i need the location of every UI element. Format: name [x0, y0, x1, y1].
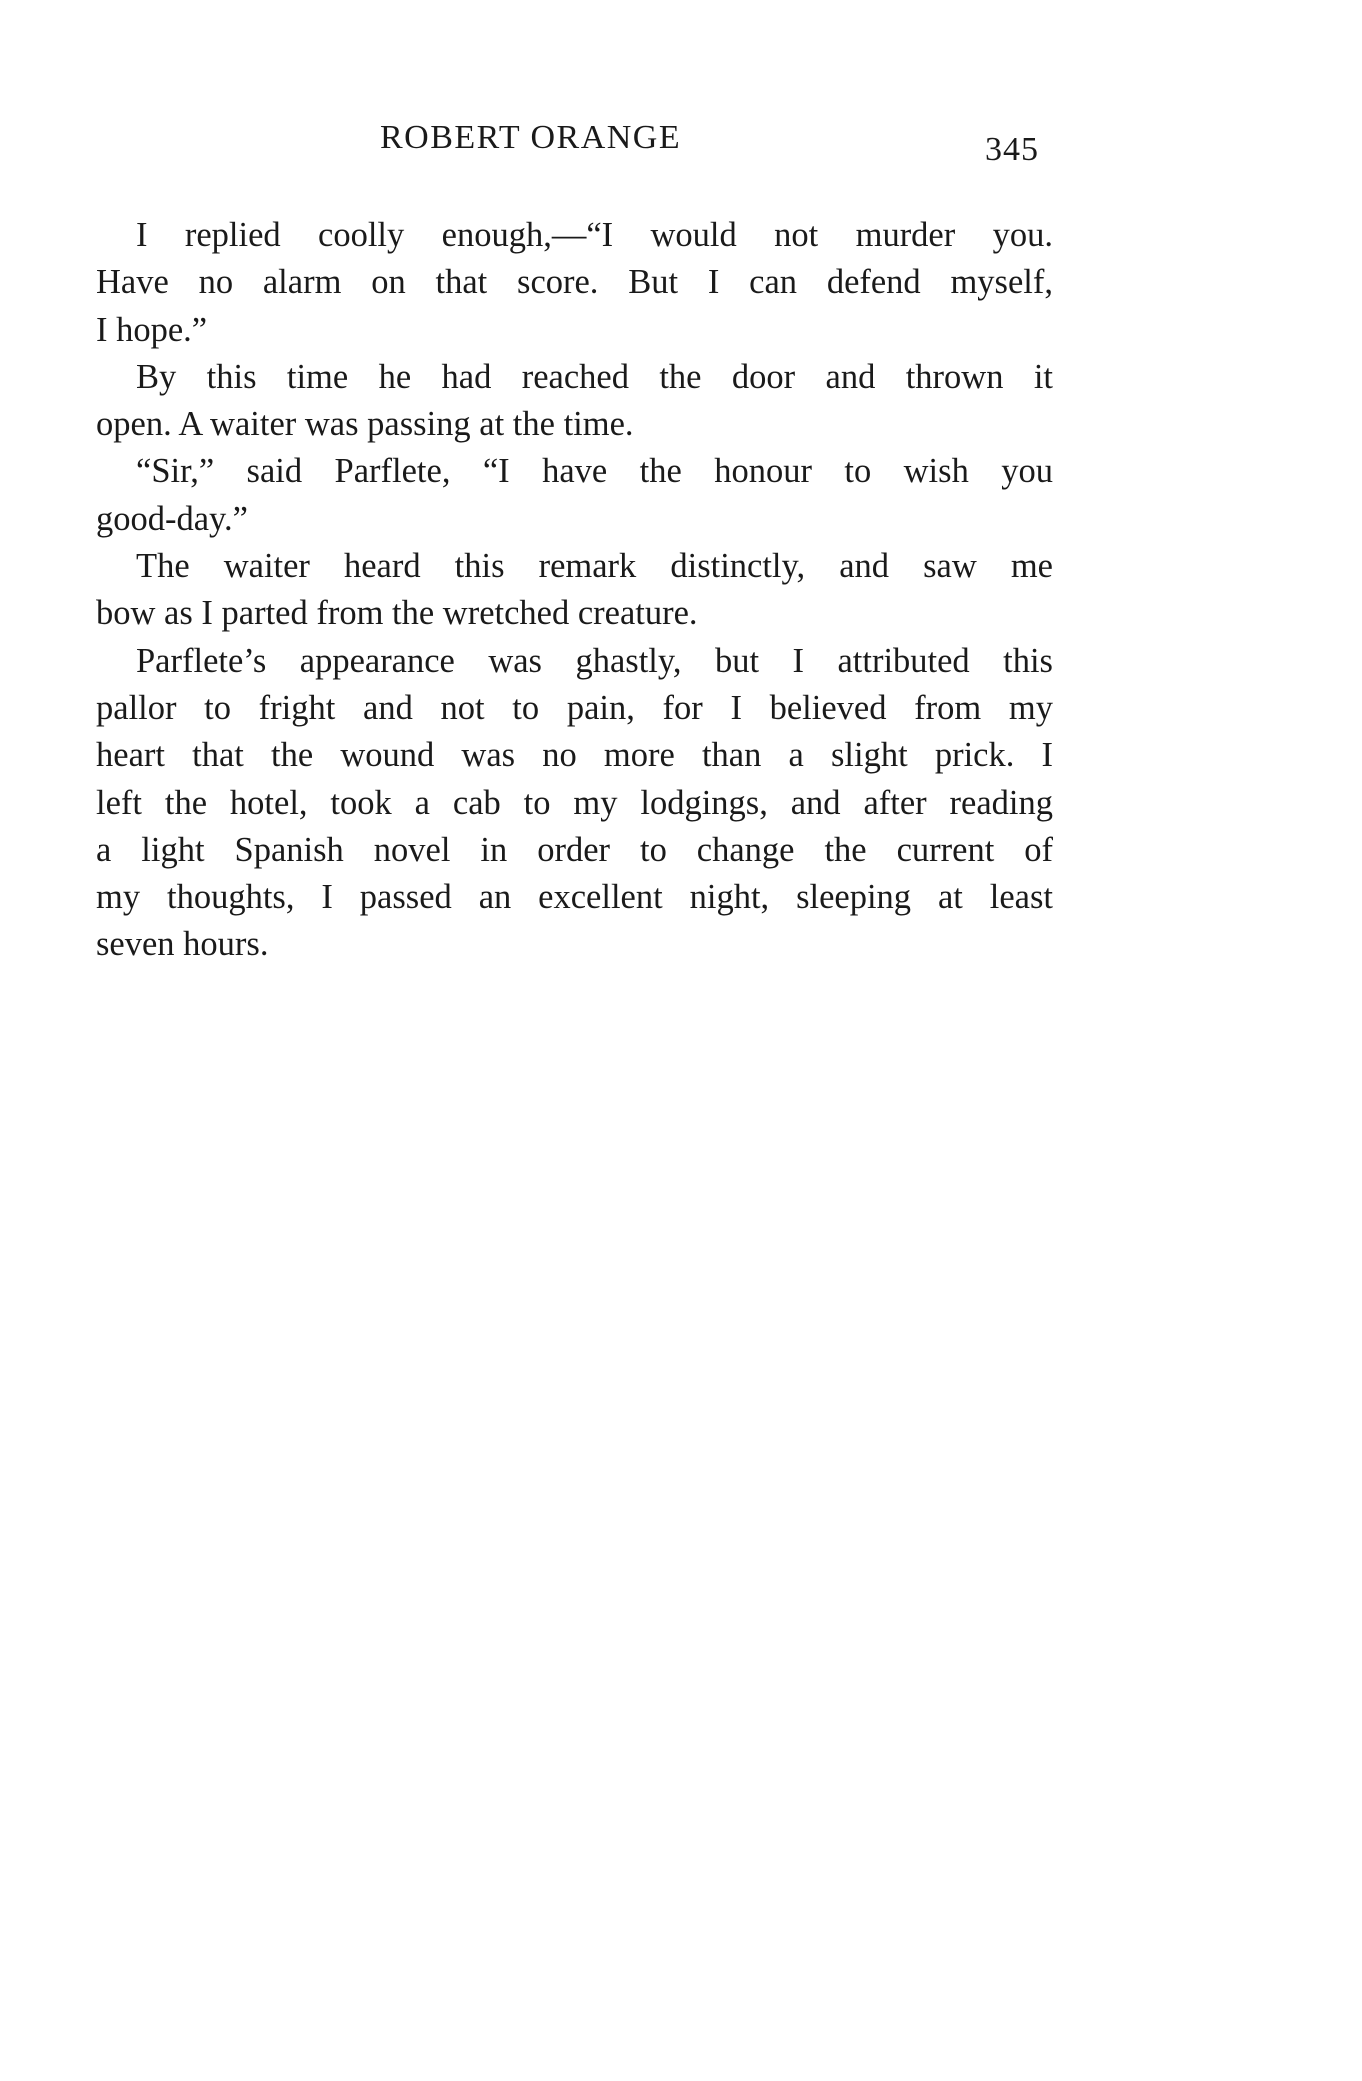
text-line: a light Spanish novel in order to change the current of: [96, 830, 1053, 869]
text-line: my thoughts, I passed an excellent night, sleeping at least: [96, 878, 1053, 917]
text-line: By this time he had reached the door and thrown it: [136, 357, 1053, 396]
text-line: The waiter heard this remark distinctly, and saw me: [136, 547, 1053, 586]
text-line: bow as I parted from the wretched creature.: [96, 594, 698, 633]
text-line: heart that the wound was no more than a slight prick. I: [96, 736, 1053, 775]
text-line: left the hotel, took a cab to my lodgings, and after reading: [96, 783, 1053, 822]
text-line: I replied coolly enough,—“I would not murder you.: [136, 216, 1053, 254]
text-line: good-day.”: [96, 499, 248, 538]
body-text: [96, 212, 1053, 969]
page-number: 345: [985, 131, 1039, 168]
text-line: I hope.”: [96, 310, 208, 349]
running-head-title: ROBERT ORANGE: [380, 119, 682, 156]
text-line: Have no alarm on that score. But I can defend myself,: [96, 263, 1053, 302]
text-line: seven hours.: [96, 925, 269, 964]
text-line: pallor to fright and not to pain, for I believed from my: [96, 688, 1053, 727]
text-line: open. A waiter was passing at the time.: [96, 405, 634, 444]
text-line: Parflete’s appearance was ghastly, but I attributed this: [136, 641, 1053, 680]
text-line: “Sir,” said Parflete, “I have the honour to wish you: [136, 452, 1053, 491]
